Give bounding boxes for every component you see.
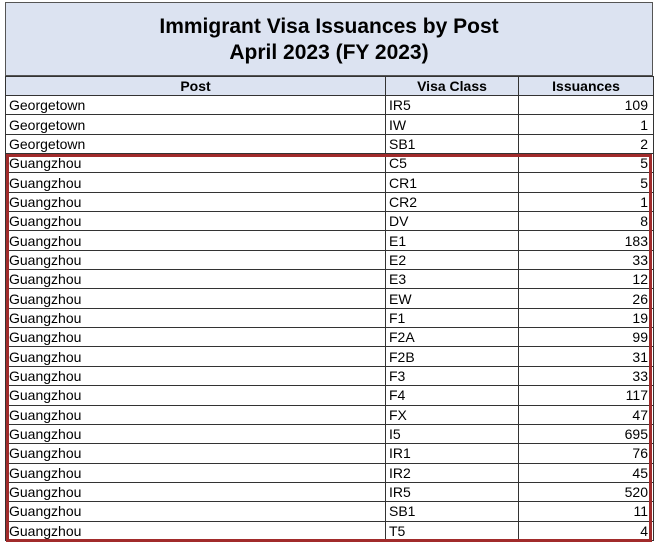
table-row	[6, 521, 654, 540]
table-body	[6, 96, 654, 541]
table-row	[6, 212, 654, 231]
cell-post: Guangzhou	[6, 502, 386, 521]
cell-post: Guangzhou	[6, 366, 386, 385]
cell-issuances: 2	[519, 134, 654, 153]
cell-issuances: 117	[519, 386, 654, 405]
table-row	[6, 386, 654, 405]
cell-visa-class: F2A	[386, 328, 519, 347]
cell-visa-class: FX	[386, 405, 519, 424]
cell-issuances: 8	[519, 212, 654, 231]
cell-post: Guangzhou	[6, 154, 386, 173]
cell-issuances: 695	[519, 424, 654, 443]
report-period: April 2023 (FY 2023)	[229, 41, 429, 64]
cell-visa-class: SB1	[386, 502, 519, 521]
cell-visa-class: E3	[386, 270, 519, 289]
cell-issuances: 183	[519, 231, 654, 250]
table-row	[6, 328, 654, 347]
cell-issuances: 1	[519, 192, 654, 211]
cell-visa-class: CR1	[386, 173, 519, 192]
table-row	[6, 231, 654, 250]
table-row	[6, 424, 654, 443]
table-row	[6, 347, 654, 366]
table-row	[6, 444, 654, 463]
table-row	[6, 154, 654, 173]
cell-post: Guangzhou	[6, 250, 386, 269]
cell-post: Guangzhou	[6, 212, 386, 231]
cell-issuances: 109	[519, 96, 654, 115]
cell-post: Guangzhou	[6, 192, 386, 211]
table-row	[6, 405, 654, 424]
cell-post: Guangzhou	[6, 173, 386, 192]
cell-visa-class: IW	[386, 115, 519, 134]
cell-visa-class: F2B	[386, 347, 519, 366]
cell-issuances: 19	[519, 308, 654, 327]
cell-visa-class: CR2	[386, 192, 519, 211]
cell-issuances: 1	[519, 115, 654, 134]
cell-post: Guangzhou	[6, 308, 386, 327]
cell-visa-class: E1	[386, 231, 519, 250]
cell-visa-class: IR1	[386, 444, 519, 463]
table-row	[6, 308, 654, 327]
table-row	[6, 173, 654, 192]
cell-issuances: 4	[519, 521, 654, 540]
table-row	[6, 96, 654, 115]
cell-visa-class: E2	[386, 250, 519, 269]
header-row	[6, 77, 654, 96]
cell-issuances: 99	[519, 328, 654, 347]
cell-issuances: 26	[519, 289, 654, 308]
cell-post: Guangzhou	[6, 482, 386, 501]
table-row	[6, 482, 654, 501]
cell-issuances: 45	[519, 463, 654, 482]
column-header-issuances: Issuances	[519, 77, 654, 96]
cell-issuances: 31	[519, 347, 654, 366]
issuances-table	[5, 76, 654, 541]
report-title: Immigrant Visa Issuances by Post	[159, 15, 499, 38]
cell-visa-class: DV	[386, 212, 519, 231]
table-row	[6, 134, 654, 153]
table-row	[6, 502, 654, 521]
cell-visa-class: IR2	[386, 463, 519, 482]
cell-visa-class: C5	[386, 154, 519, 173]
table-row	[6, 115, 654, 134]
table-row	[6, 366, 654, 385]
cell-issuances: 12	[519, 270, 654, 289]
cell-visa-class: F3	[386, 366, 519, 385]
title-box	[5, 2, 653, 76]
document-sheet	[3, 0, 655, 544]
cell-issuances: 520	[519, 482, 654, 501]
cell-post: Georgetown	[6, 115, 386, 134]
cell-visa-class: I5	[386, 424, 519, 443]
column-header-post: Post	[6, 77, 386, 96]
cell-issuances: 33	[519, 250, 654, 269]
cell-visa-class: F4	[386, 386, 519, 405]
cell-post: Guangzhou	[6, 270, 386, 289]
cell-visa-class: IR5	[386, 96, 519, 115]
cell-post: Guangzhou	[6, 405, 386, 424]
table-row	[6, 250, 654, 269]
table-row	[6, 289, 654, 308]
cell-post: Guangzhou	[6, 231, 386, 250]
cell-visa-class: IR5	[386, 482, 519, 501]
cell-post: Guangzhou	[6, 521, 386, 540]
table-row	[6, 270, 654, 289]
cell-post: Guangzhou	[6, 444, 386, 463]
cell-issuances: 11	[519, 502, 654, 521]
cell-post: Georgetown	[6, 96, 386, 115]
cell-post: Guangzhou	[6, 289, 386, 308]
cell-post: Guangzhou	[6, 424, 386, 443]
cell-visa-class: EW	[386, 289, 519, 308]
cell-visa-class: T5	[386, 521, 519, 540]
cell-post: Georgetown	[6, 134, 386, 153]
cell-post: Guangzhou	[6, 463, 386, 482]
cell-post: Guangzhou	[6, 386, 386, 405]
cell-visa-class: SB1	[386, 134, 519, 153]
cell-issuances: 76	[519, 444, 654, 463]
cell-post: Guangzhou	[6, 328, 386, 347]
column-header-visa-class: Visa Class	[386, 77, 519, 96]
cell-issuances: 47	[519, 405, 654, 424]
table-row	[6, 192, 654, 211]
cell-issuances: 5	[519, 173, 654, 192]
cell-issuances: 33	[519, 366, 654, 385]
cell-issuances: 5	[519, 154, 654, 173]
cell-post: Guangzhou	[6, 347, 386, 366]
cell-visa-class: F1	[386, 308, 519, 327]
table-row	[6, 463, 654, 482]
